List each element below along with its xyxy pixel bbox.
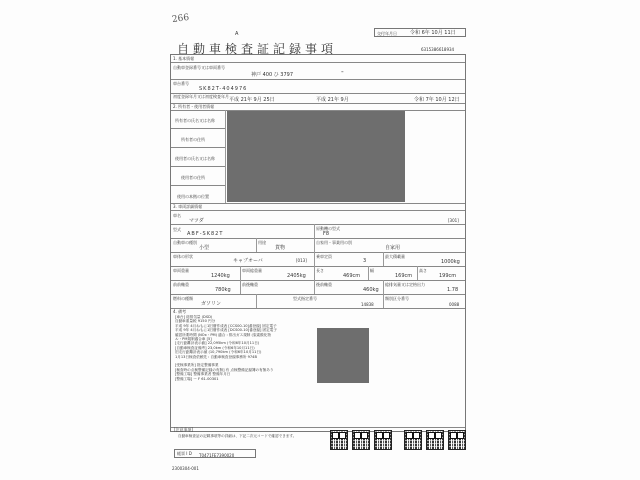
remark-line: [整備工場] ー F 61-00301 xyxy=(175,376,219,381)
qr-code-1 xyxy=(330,430,348,450)
redacted-remarks-block xyxy=(317,328,369,383)
type-designation-label: 型式指定番号 xyxy=(293,296,317,301)
width-label: 幅 xyxy=(370,268,374,273)
reg-number-value: 神戸 400 ひ 3797 xyxy=(251,72,294,78)
fuel-value: ガソリン xyxy=(201,301,222,307)
document-title: 自動車検査証記録事項 xyxy=(177,42,338,56)
certificate-form xyxy=(170,54,466,432)
form-id-box xyxy=(174,449,256,458)
user-address-label: 使用者の住所 xyxy=(181,175,205,180)
owner-name-label: 所有者の氏名又は名称 xyxy=(175,118,215,123)
first-registration-label: 初度登録年月又は初度検査年月 xyxy=(173,94,229,99)
base-location-label: 使用の本拠の位置 xyxy=(177,194,209,199)
category-label: 類別区分番号 xyxy=(385,296,409,301)
engine-label: 原動機の型式 xyxy=(316,226,340,231)
remark-line: 平成 9年 4月ねもに1旧暦作成表 [DCS00-10]番登録] 固定電子 xyxy=(175,328,277,333)
purpose-label: 自家用・事業用の別 xyxy=(316,240,352,245)
fuel-label: 燃料の種類 xyxy=(173,296,193,301)
section3-heading: 3. 車両詳細情報 xyxy=(173,204,203,209)
body-label: 車体の形状 xyxy=(173,254,193,259)
qr-code-4 xyxy=(404,430,422,450)
mark-a: A xyxy=(235,31,239,37)
remark-line: ル・PM規制適合車 [5] xyxy=(175,337,212,342)
length-label: 長さ xyxy=(316,268,324,273)
length-value: 469cm xyxy=(343,273,361,279)
engine-value: F8 xyxy=(323,231,330,237)
front-rear-axle-label: 前後軸重 xyxy=(242,282,258,287)
remark-line: 平成 9年 4月ねもに1旧暦作成表 [CCS00-10]番登録] 固定電子 xyxy=(175,323,277,328)
remark-line: [整備工場] 整備事業者 整備年月日 xyxy=(175,372,231,377)
capacity-label: 乗車定員 xyxy=(316,254,332,259)
remarks-list xyxy=(175,315,315,381)
remark-line: [走行距離計表示値] 22,095km (令和6年10月11日) xyxy=(175,341,260,346)
height-label: 高さ xyxy=(419,268,427,273)
weight-value: 1240kg xyxy=(211,273,230,279)
maxload-label: 最大積載量 xyxy=(385,254,405,259)
chassis-label: 車台番号 xyxy=(173,81,189,86)
type-designation-value: 14838 xyxy=(361,302,374,307)
issue-date-box xyxy=(374,28,466,37)
handwritten-mark-1: - xyxy=(341,67,344,76)
use-label: 用途 xyxy=(258,240,266,245)
body-code: [013] xyxy=(296,258,307,263)
displacement-value: 1.78 xyxy=(447,287,459,293)
notes-heading: [注意事項] xyxy=(174,427,194,432)
height-value: 199cm xyxy=(439,273,457,279)
weight-label: 車両重量 xyxy=(173,268,189,273)
purpose-value: 自家用 xyxy=(385,245,401,251)
rear-front-axle-label: 後前軸重 xyxy=(316,282,332,287)
section4-heading: 4. 備考 xyxy=(173,309,187,314)
doc-code: 2300304-001 xyxy=(172,466,199,471)
qr-code-5 xyxy=(426,430,444,450)
issue-date-label: 交付年月日 xyxy=(377,31,397,36)
form-id-value: T0471FE7390020 xyxy=(199,453,235,458)
width-value: 169cm xyxy=(395,273,413,279)
user-name-label: 使用者の氏名又は名称 xyxy=(175,156,215,161)
reg-number-label: 自動車登録番号又は車両番号 xyxy=(173,65,225,70)
remark-line: 1月13日検査依頼先 : 自動車検査登録事務所 974B xyxy=(175,354,257,359)
chassis-value: SK82T-404976 xyxy=(199,86,248,92)
first-registration-date: 平成 21年 9月 25日 xyxy=(229,97,275,103)
remark-line: [自動車検査証備考] 23,0km (令和6年10月11日) xyxy=(175,345,255,350)
expiry-date: 令和 7年 10月 12日 xyxy=(414,97,460,103)
qr-code-2 xyxy=(352,430,370,450)
first-registration-month: 平成 21年 9月 xyxy=(316,97,349,103)
displacement-label: 総排気量又は定格出力 xyxy=(385,282,425,287)
front-front-axle-value: 780kg xyxy=(215,287,231,293)
body-value: キャブオーバ xyxy=(233,258,263,264)
category-value: 0088 xyxy=(449,302,460,307)
issue-date-value: 令和 6年 10月 11日 xyxy=(410,30,456,36)
maker-label: 車名 xyxy=(173,213,181,218)
use-value: 貨物 xyxy=(275,245,286,251)
redacted-owner-block xyxy=(227,111,405,202)
remark-line: [車台] 総排気量 (DSD) xyxy=(175,315,213,319)
remark-line: 確認所要時間 (NOx・PM) 適合 : 排出ガス規制 (窒素酸化物 xyxy=(175,332,271,337)
maker-code: [301] xyxy=(448,218,459,223)
kind-label: 自動車の種別 xyxy=(173,240,197,245)
remark-line: 自動車重量税 9150 円分 xyxy=(175,319,216,324)
notes-text: 自動車検査証の記載事項等の詳細は、下記二次元コードで確認できます。 xyxy=(178,434,297,438)
section2-heading: 2. 所有者・使用者情報 xyxy=(173,104,215,109)
gross-label: 車両総重量 xyxy=(242,268,262,273)
remark-line: [検査時の点検整備記録の有無] 有 点検整備記録簿の有無あり xyxy=(175,367,274,372)
gross-value: 2405kg xyxy=(287,273,306,279)
form-id-label: 帳票 I D xyxy=(177,451,192,456)
remark-line: [受検事業所] 指定整備事業 xyxy=(175,363,219,368)
model-label: 型式 xyxy=(173,227,181,232)
handwritten-number: 266 xyxy=(171,12,190,26)
model-value: ABF-SK82T xyxy=(187,231,224,237)
remark-line: 旧走行距離計表示値 (10,790km (令和6年10月11日) xyxy=(175,350,262,355)
kind-value: 小型 xyxy=(199,245,210,251)
qr-code-6 xyxy=(448,430,466,450)
owner-address-label: 所有者の住所 xyxy=(181,137,205,142)
capacity-value: 3 xyxy=(363,258,367,264)
maker-value: マツダ xyxy=(189,218,204,224)
qr-code-3 xyxy=(374,430,392,450)
serial-number: 6315386618934 xyxy=(421,47,455,52)
maxload-value: 1000kg xyxy=(441,259,460,265)
front-front-axle-label: 前前軸重 xyxy=(173,282,189,287)
rear-front-axle-value: 460kg xyxy=(363,287,379,293)
section1-heading: 1. 基本情報 xyxy=(173,56,195,61)
